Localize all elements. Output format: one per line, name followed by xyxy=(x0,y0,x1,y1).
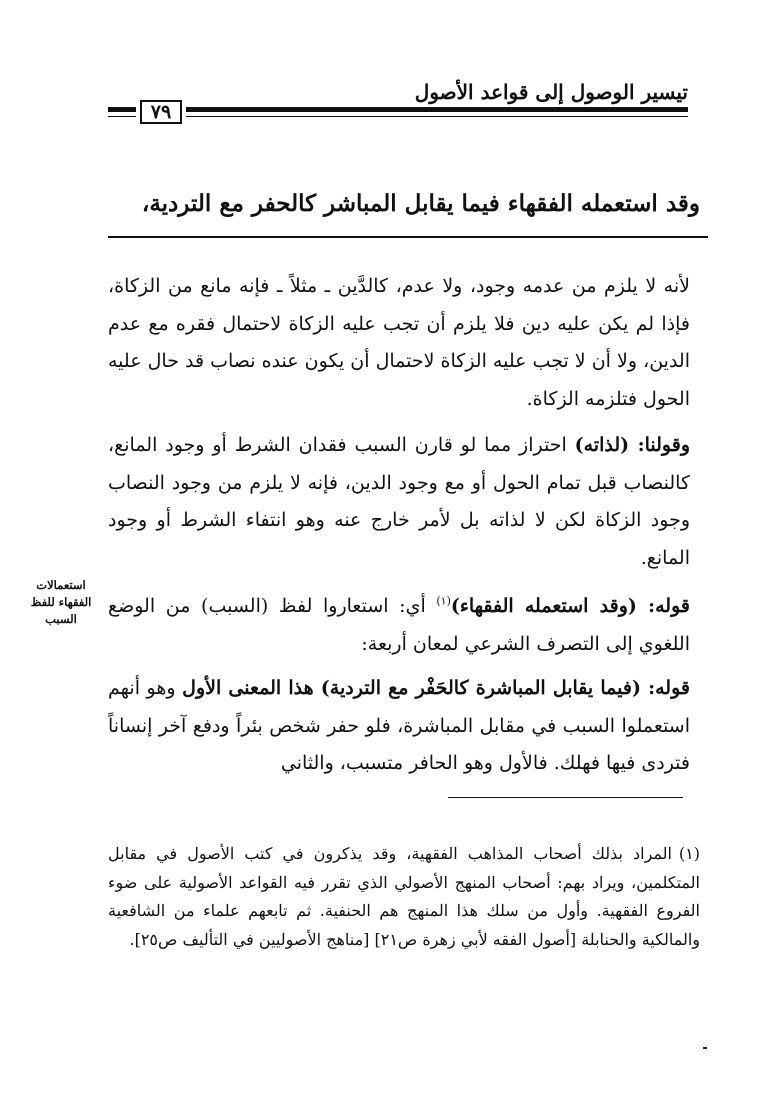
paragraph-4-lead: قوله: xyxy=(640,677,690,699)
paragraph-3-text: أي: استعاروا لفظ (السبب) من الوضع اللغوي إلى التصرف الشرعي لمعان أربعة: xyxy=(108,595,690,655)
footnote-reference[interactable]: (١) xyxy=(436,594,451,608)
footnote-marker: (١) xyxy=(678,844,700,863)
matn-heading: وقد استعمله الفقهاء فيما يقابل المباشر كالحفر مع التردية، xyxy=(141,190,700,217)
paragraph-4 xyxy=(108,670,690,783)
paragraph-2 xyxy=(108,427,690,577)
margin-note: استعمالات الفقهاء للفظ السبب xyxy=(30,578,92,626)
paragraph-3 xyxy=(108,588,690,663)
footnote xyxy=(108,840,700,954)
header-rule-left xyxy=(108,107,136,112)
paragraph-2-lead: وقولنا: xyxy=(629,434,690,456)
paragraph-2-text: احتراز مما لو قارن السبب فقدان الشرط أو وجود المانع، كالنصاب قبل تمام الحول أو مع وجود الدين، فإنه لا يلزم من وجود النصاب وجود الزكاة لكن لا لذاته بل لأمر خارج عنه وهو انتفاء الشرط أو وجود المانع. xyxy=(108,434,690,569)
paragraph-4-term: (فيما يقابل المباشرة كالحَفْر مع التردية) هذا المعنى الأول xyxy=(182,677,641,699)
header-rule-thin xyxy=(186,116,688,117)
paragraph-2-term: (لذاته) xyxy=(574,434,630,456)
footnote-text: المراد بذلك أصحاب المذاهب الفقهية، وقد يذكرون في كتب الأصول في مقابل المتكلمين، ويراد بهم: أصحاب المنهج الأصولي الذي تقرر فيه القواعد الأصولية على ضوء الفروع الفقهية. وأول من سلك هذا المنهج هم الحنفية. ثم تابعهم علماء من الشافعية والمالكية والحنابلة [أصول الفقه لأبي زهرة ص٢١] [مناهج الأصوليين في التأليف ص٢٥]. xyxy=(108,844,700,949)
paragraph-1: لأنه لا يلزم من عدمه وجود، ولا عدم، كالدَّين ـ مثلاً ـ فإنه مانع من الزكاة، فإذا لم يكن عليه دين فلا يلزم أن تجب عليه الزكاة لاحتمال فقره مع عدم الدين، ولا أن لا تجب عليه الزكاة لاحتمال أن يكون عنده نصاب قد حال عليه الحول فتلزمه الزكاة. xyxy=(108,275,690,410)
matn-rule xyxy=(108,236,708,238)
paragraph-3-term: (وقد استعمله الفقهاء) xyxy=(450,595,637,617)
paragraph-3-lead: قوله: xyxy=(636,595,690,617)
running-title: تيسير الوصول إلى قواعد الأصول xyxy=(414,80,688,104)
scan-speck xyxy=(703,1047,707,1049)
header-rule-thick xyxy=(186,107,688,112)
header-rule-left-thin xyxy=(108,116,136,117)
page-number: ٧٩ xyxy=(140,100,182,124)
footnote-separator xyxy=(448,797,683,798)
paragraph-4-text: وهو أنهم استعملوا السبب في مقابل المباشرة، فلو حفر شخص بئراً ودفع آخر إنساناً فتردى فيها فهلك. فالأول وهو الحافر متسبب، والثاني xyxy=(108,677,690,774)
